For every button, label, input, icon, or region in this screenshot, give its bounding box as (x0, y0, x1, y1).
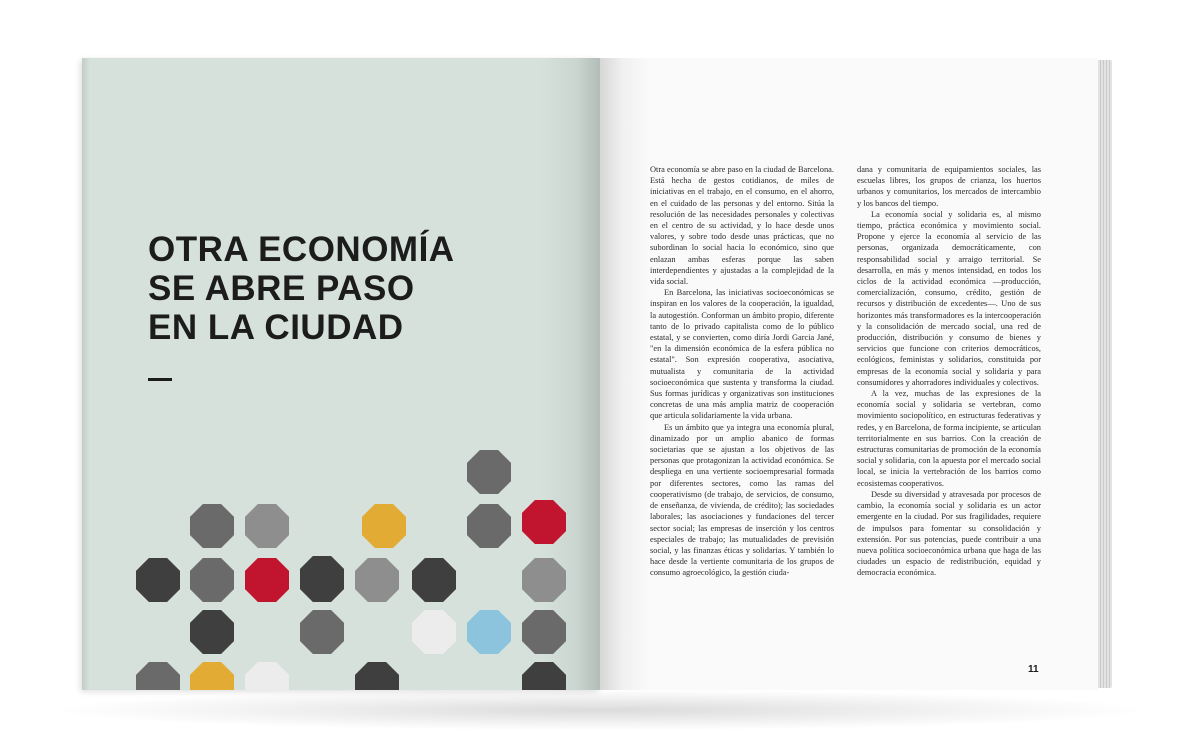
octagon-shape (300, 610, 344, 654)
text-column-1 (650, 164, 834, 579)
octagon-shape (467, 504, 511, 548)
left-page (82, 58, 600, 690)
paragraph: Es un ámbito que ya integra una economía plural, dinamizado por un amplio abanico de formas societarias que se ajustan a los objetivos de las personas que protagonizan la actividad económica. Se despliega en una vertiente socioempresarial formada por diferentes sectores, como las ramas del cooperativismo (de trabajo, de servicios, de consumo, de enseñanza, de vivienda, de crédito); las sociedades laborales; las asociaciones y fundaciones del tercer sector social; las empresas de inserción y los centros especiales de trabajo; las mutualidades de previsión social, y las finanzas éticas y solidarias. Y también lo hace desde la vertiente comunitaria de los grupos de consumo agroecológico, la gestión ciuda- (650, 422, 834, 578)
paragraph: dana y comunitaria de equipamientos sociales, las escuelas libres, los grupos de crianza, los huertos urbanos y comunitarios, los mercados de intercambio y los bancos del tiempo. (857, 165, 1041, 208)
octagon-shape (355, 662, 399, 690)
title-line-3: EN LA CIUDAD (148, 308, 404, 347)
octagon-shape (190, 610, 234, 654)
title-line-1: OTRA ECONOMÍA (148, 230, 455, 269)
paragraph: La economía social y solidaria es, al mismo tiempo, práctica económica y movimiento social. Propone y ejerce la economía al servicio de las personas, organizada democráticamente, con responsabilidad social y arraigo territorial. Se desarrolla, en más y menos intensidad, en todos los ciclos de la actividad económica —producción, comercialización, consumo, crédito, gestión de recursos y distribución de excedentes—. Uno de sus horizontes más transformadores es la intercooperación y la consolidación de mercado social, una red de producción, distribución y consumo de bienes y servicios que funcione con criterios democráticos, ecológicos, feministas y solidarios, constituida por empresas de la economía social y solidaria y para consumidores y ahorradores individuales y colectivos. (857, 209, 1041, 387)
octagon-shape (467, 450, 511, 494)
octagon-shape (245, 504, 289, 548)
paragraph: Desde su diversidad y atravesada por procesos de cambio, la economía social y solidaria es un actor emergente en la ciudad. Por sus fragilidades, requiere de impulsos para fomentar su consolidación y extensión. Por sus potencias, puede contribuir a una nueva política socioeconómica urbana que haga de las ciudades un espacio de redistribución, equidad y democracia económica. (857, 489, 1041, 578)
octagon-shape (136, 558, 180, 602)
octagon-shape (190, 558, 234, 602)
octagon-shape (190, 662, 234, 690)
right-page (600, 58, 1098, 690)
octagon-shape (412, 558, 456, 602)
octagon-shape (355, 558, 399, 602)
octagon-shape (412, 610, 456, 654)
title-line-2: SE ABRE PASO (148, 269, 415, 308)
text-column-2 (857, 164, 1041, 579)
paragraph: En Barcelona, las iniciativas socioeconómicas se inspiran en los valores de la cooperación, la igualdad, la autogestión. Conforman un ámbito propio, diferente tanto de lo privado capitalista como de lo público estatal, y se convierten, como diría Jordi Garcia Jané, "en la dimensión económica de la esfera pública no estatal". Son expresión cooperativa, asociativa, mutualista y comunitaria de la actividad socioeconómica que sustenta y transforma la ciudad. Sus formas jurídicas y organizativas son instituciones concretas de una más amplia matriz de cooperación que articula solidariamente la vida urbana. (650, 288, 834, 421)
page-number: 11 (1028, 664, 1039, 675)
octagon-shape (522, 500, 566, 544)
octagon-shape (467, 610, 511, 654)
octagon-shape (522, 610, 566, 654)
book-spread (82, 58, 1112, 690)
octagon-shape (245, 558, 289, 602)
book-shadow (60, 690, 1140, 730)
paragraph: Otra economía se abre paso en la ciudad de Barcelona. Está hecha de gestos cotidianos, de miles de iniciativas en el trabajo, en el consumo, en el ahorro, en el cuidado de las personas y del entorno. Sitúa la resolución de las necesidades personales y colectivas en el centro de su actividad, y lo hace desde unos valores, y sobre todo desde unas prácticas, que no subordinan lo social hacia lo económico, sino que enlazan ambas esferas porque las saben interdependientes y ajustadas a la complejidad de la vida social. (650, 165, 834, 287)
octagon-shape (300, 558, 344, 602)
octagon-shape (522, 662, 566, 690)
octagon-shape (190, 504, 234, 548)
page-edges (1098, 60, 1112, 688)
octagon-shape (362, 504, 406, 548)
octagon-shape (136, 662, 180, 690)
octagon-shape (522, 558, 566, 602)
octagon-pattern (82, 58, 600, 690)
octagon-shape (245, 662, 289, 690)
paragraph: A la vez, muchas de las expresiones de la economía social y solidaria se vertebran, como movimiento sociopolítico, en estructuras federativas y redes, y en Barcelona, de forma incipiente, se articulan territorialmente en sus barrios. Con la creación de estructuras comunitarias de promoción de la economía social y solidaria, con la apuesta por el mercado social local, se inicia la vertebración de los barrios como ecosistemas cooperativos. (857, 389, 1041, 488)
right-gutter-shadow (600, 58, 650, 690)
